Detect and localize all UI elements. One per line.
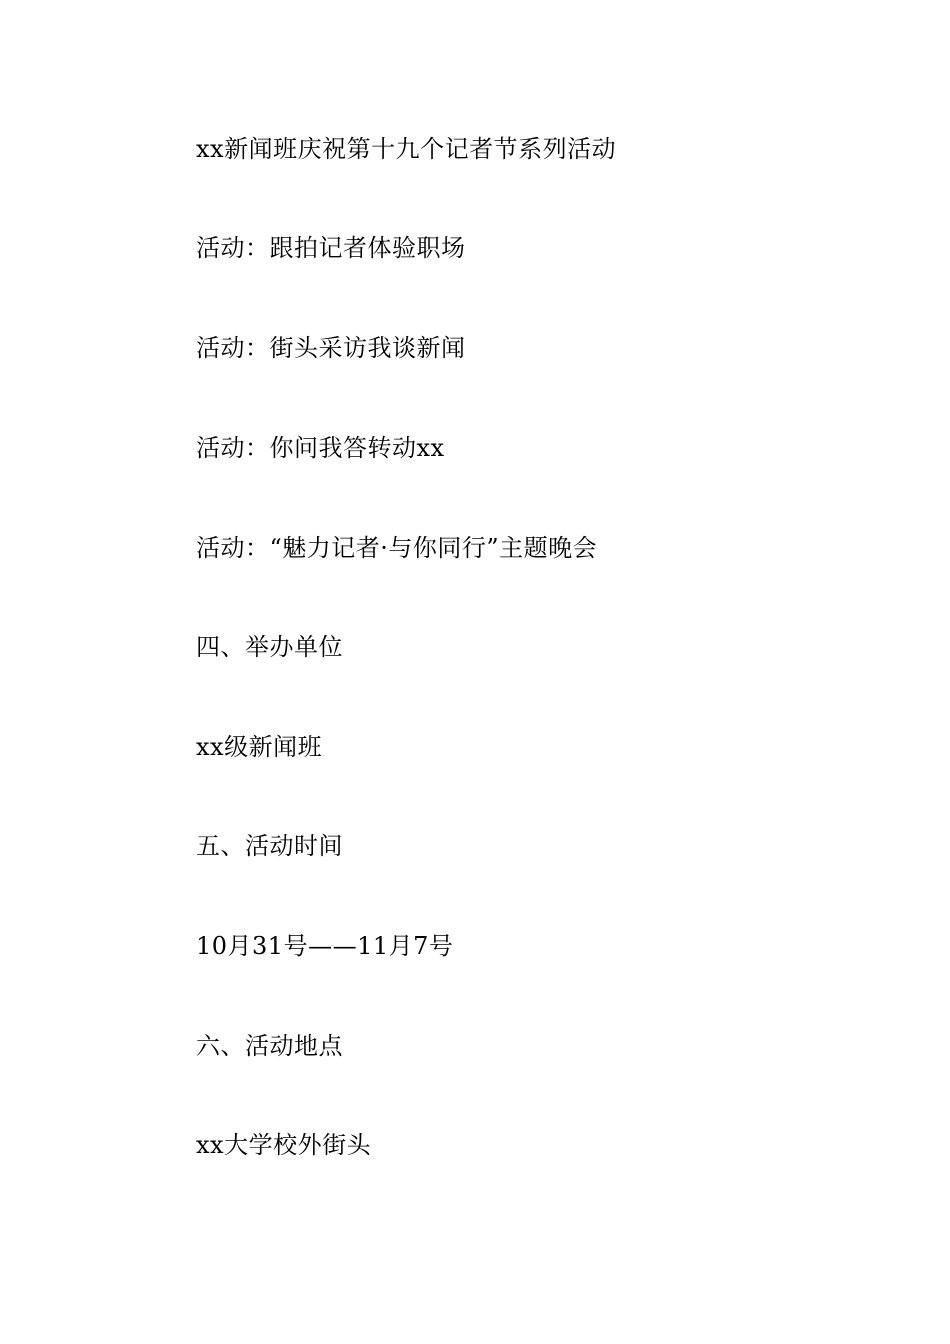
paragraph-time: 10月31号——11月7号 [196,932,454,960]
section-heading-location: 六、活动地点 [196,1032,343,1060]
paragraph-series-title: xx新闻班庆祝第十九个记者节系列活动 [196,135,617,163]
paragraph-activity-2: 活动：街头采访我谈新闻 [196,334,466,362]
paragraph-activity-1: 活动：跟拍记者体验职场 [196,234,466,262]
paragraph-activity-4: 活动：“魅力记者·与你同行”主题晚会 [196,534,598,562]
paragraph-organizer: xx级新闻班 [196,733,323,761]
paragraph-activity-3: 活动：你问我答转动xx [196,434,445,462]
section-heading-organizer: 四、举办单位 [196,633,343,661]
paragraph-location: xx大学校外街头 [196,1131,372,1159]
section-heading-time: 五、活动时间 [196,832,343,860]
